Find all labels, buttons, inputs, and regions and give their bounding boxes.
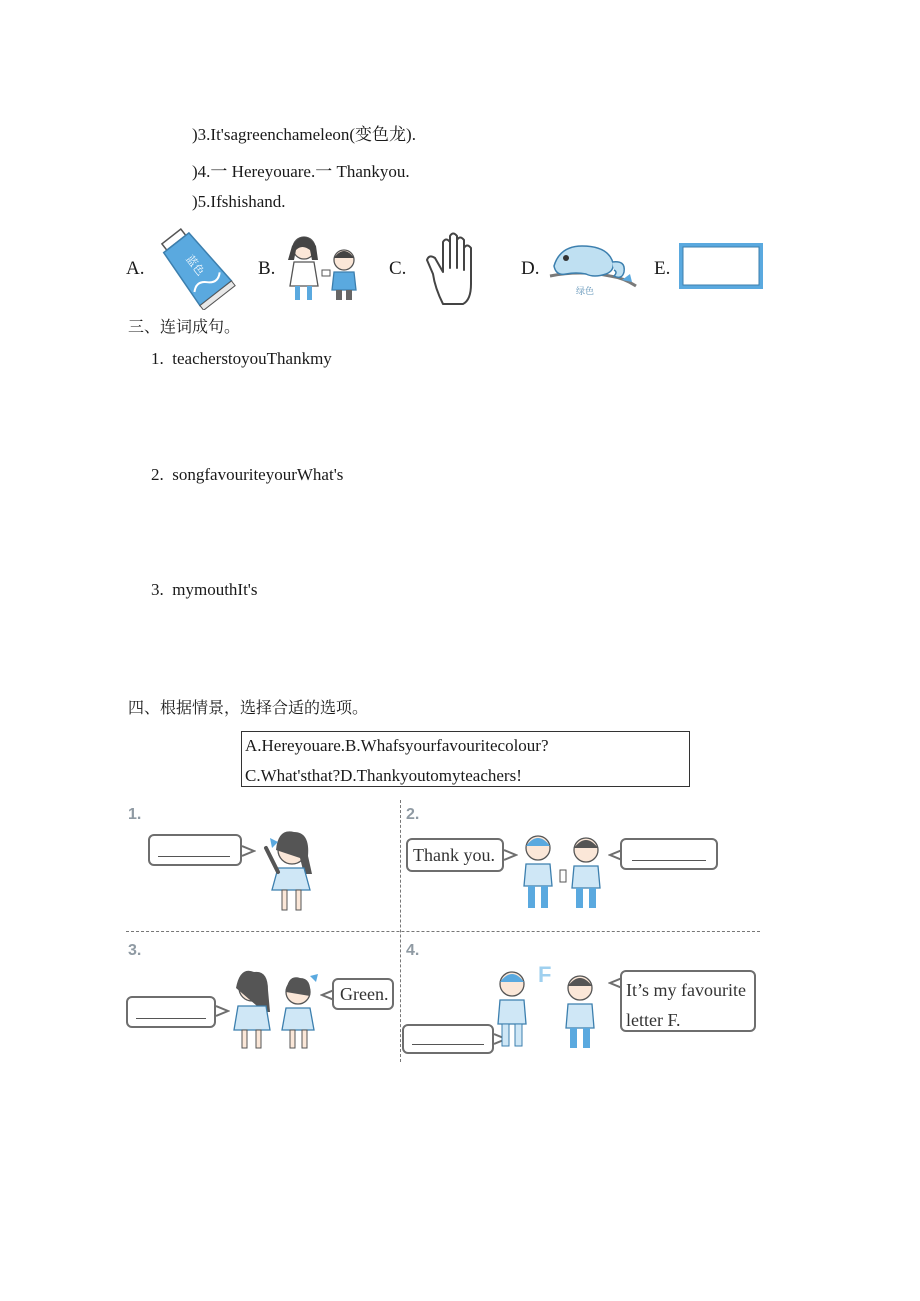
- reorder-item-1-num: 1.: [151, 349, 164, 368]
- reorder-item-3-num: 3.: [151, 580, 164, 599]
- hand-icon: [425, 232, 495, 308]
- options-row-2: C.What'sthat?D.Thankyoutomyteachers!: [245, 766, 522, 785]
- part4-heading: 四、根据情景，选择合适的选项。: [128, 698, 369, 717]
- question-3: )3.It'sagreenchameleon(变色龙).: [192, 125, 416, 144]
- scene-2-bubble-text: Thank you.: [413, 845, 495, 865]
- letter-f-sign: F: [538, 962, 552, 987]
- scene-1-bubble-tail: [242, 844, 256, 858]
- reorder-item-2-num: 2.: [151, 465, 164, 484]
- reorder-item-2-words: songfavouriteyourWhat's: [172, 465, 344, 484]
- scene-1-bubble: [148, 834, 242, 866]
- toothpaste-icon: [156, 226, 236, 310]
- question-4: )4.一 Hereyouare.一 Thankyou.: [192, 162, 410, 181]
- scene-4-bubble: [620, 970, 756, 1032]
- scene-divider-horizontal: [126, 931, 760, 932]
- scene-4-answer-blank[interactable]: [412, 1044, 484, 1045]
- part3-heading: 三、连词成句。: [128, 317, 241, 336]
- scene-2-number: 2.: [406, 806, 420, 823]
- option-a-label: A.: [126, 258, 145, 279]
- scene-2-answer-bubble: [620, 838, 718, 870]
- scene-3-number: 3.: [128, 942, 142, 959]
- scene-1-answer-blank[interactable]: [158, 856, 230, 857]
- children-giving-icon: [282, 232, 368, 304]
- scene-3-girls-figure: [228, 966, 324, 1056]
- scene-2-boys-figure: [516, 830, 608, 914]
- option-e-label: E.: [654, 258, 671, 279]
- reorder-item-1: [151, 349, 332, 369]
- option-b-label: B.: [258, 258, 276, 279]
- chameleon-caption: 绿色: [576, 287, 595, 297]
- blackboard-icon: [678, 242, 764, 290]
- option-c-label: C.: [389, 258, 407, 279]
- scene-3-answer-bubble: [126, 996, 216, 1028]
- scene-4-boys-figure: [496, 960, 616, 1056]
- scene-2-bubble: [406, 838, 504, 872]
- scene-4-answer-bubble: [402, 1024, 494, 1054]
- scene-2-answer-blank[interactable]: [632, 860, 706, 861]
- reorder-item-3: [151, 580, 257, 600]
- chameleon-icon: [546, 236, 638, 300]
- reorder-item-3-words: mymouthIt's: [172, 580, 258, 599]
- question-5: )5.Ifshishand.: [192, 192, 286, 211]
- reorder-item-1-words: teacherstoyouThankmy: [172, 349, 332, 368]
- toothpaste-tube-text: 蓝色: [183, 252, 207, 279]
- scene-grid: [126, 800, 760, 1062]
- option-d-label: D.: [521, 258, 540, 279]
- scene-1-number: 1.: [128, 806, 142, 823]
- scene-4-number: 4.: [406, 942, 420, 959]
- scene-4-bubble-line-1: It’s my favourite: [626, 980, 746, 1000]
- options-row-1: A.Hereyouare.B.Whafsyourfavouritecolour?: [245, 736, 549, 755]
- scene-4-bubble-line-2: letter F.: [626, 1010, 681, 1030]
- reorder-item-2: [151, 465, 343, 485]
- scene-1-girl-figure: [256, 826, 326, 918]
- scene-3-answer-blank[interactable]: [136, 1018, 206, 1019]
- options-box: [241, 731, 690, 787]
- scene-3-bubble-text: Green.: [340, 984, 389, 1004]
- scene-3-bubble: [332, 978, 394, 1010]
